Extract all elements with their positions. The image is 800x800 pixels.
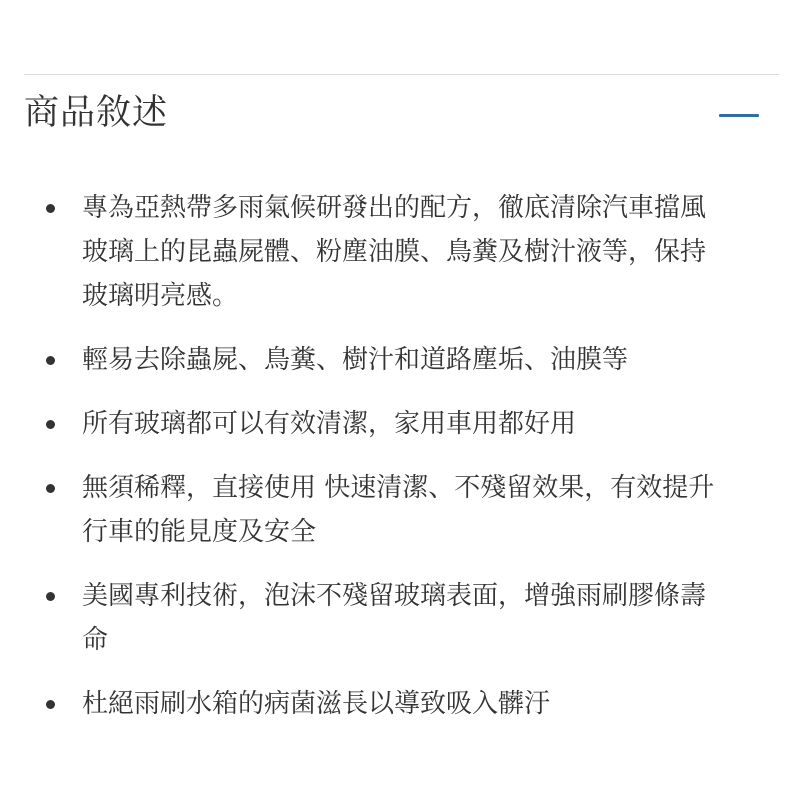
bullet-dot-icon [46, 700, 55, 709]
list-item-text: 所有玻璃都可以有效清潔，家用車用都好用 [82, 409, 577, 439]
collapse-toggle-button[interactable] [719, 101, 761, 129]
list-item-text: 輕易去除蟲屍、鳥糞、樹汁和道路塵垢、油膜等 [82, 345, 629, 375]
bullet-dot-icon [46, 204, 55, 213]
bullet-dot-icon [46, 420, 55, 429]
product-description-panel [24, 74, 779, 719]
minus-icon [719, 114, 759, 117]
list-item [24, 574, 724, 662]
list-item [24, 402, 724, 446]
description-list [24, 186, 724, 746]
list-item [24, 466, 724, 554]
bullet-dot-icon [46, 484, 55, 493]
list-item [24, 186, 724, 318]
section-title: 商品敘述 [24, 93, 169, 133]
bullet-dot-icon [46, 592, 55, 601]
bullet-dot-icon [46, 356, 55, 365]
list-item [24, 338, 724, 382]
list-item-text: 無須稀釋，直接使用 快速清潔、不殘留效果，有效提升行車的能見度及安全 [82, 473, 715, 547]
list-item-text: 杜絕雨刷水箱的病菌滋長以導致吸入髒汙 [82, 689, 551, 719]
list-item-text: 專為亞熱帶多雨氣候研發出的配方，徹底清除汽車擋風玻璃上的昆蟲屍體、粉塵油膜、鳥糞及樹汁液等，保持玻璃明亮感。 [82, 193, 707, 311]
section-header[interactable] [24, 75, 779, 153]
list-item-text: 美國專利技術，泡沫不殘留玻璃表面，增強雨刷膠條壽命 [82, 581, 707, 655]
list-item [24, 682, 724, 726]
